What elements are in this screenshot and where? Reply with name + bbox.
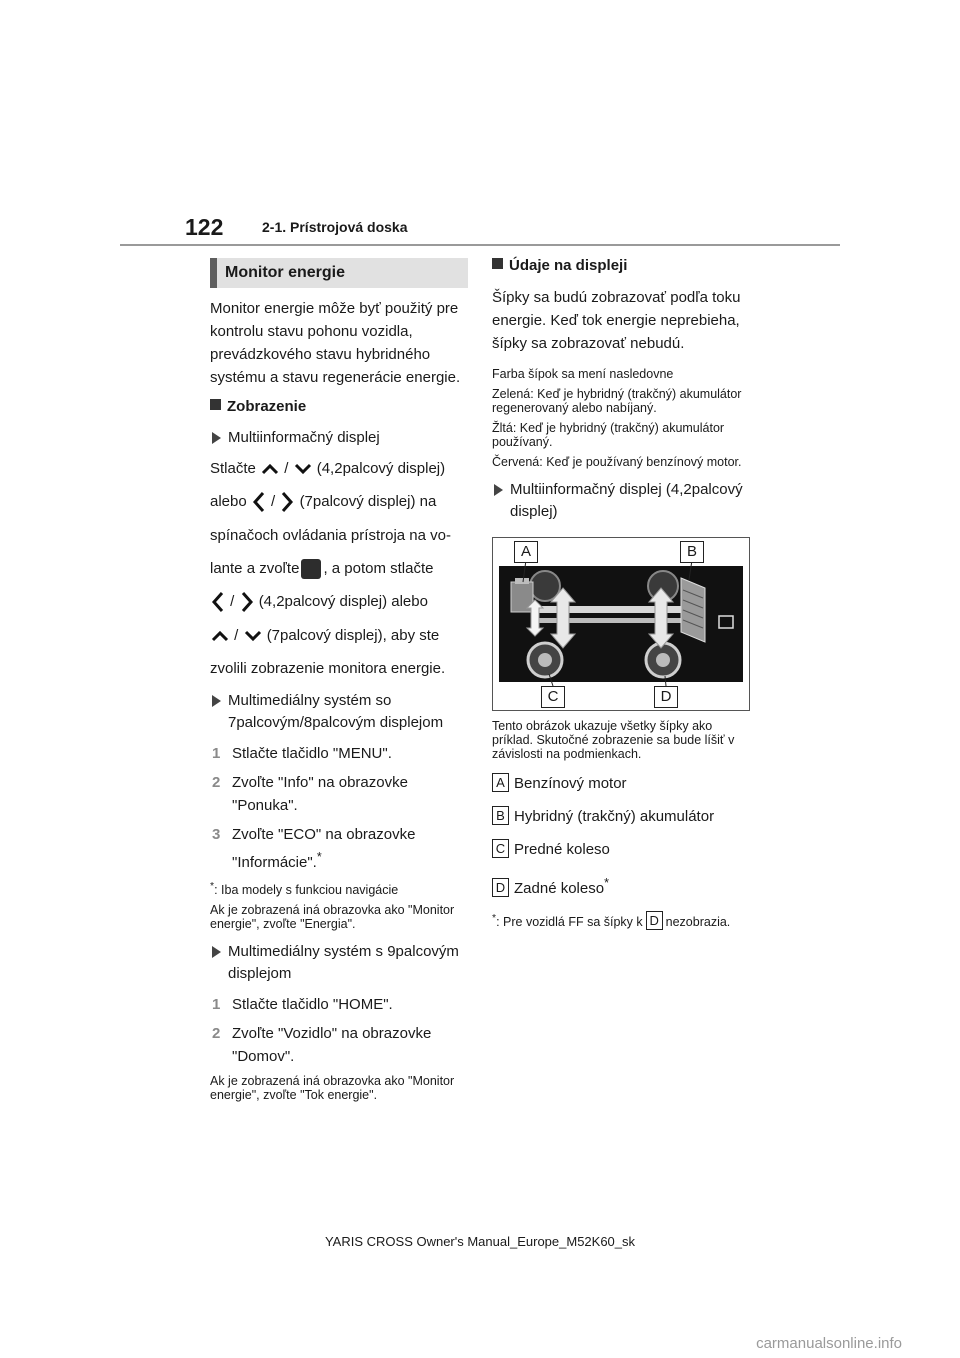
diagram-caption: Tento obrázok ukazuje všetky šípky ako príklad. Skutočné zobrazenie sa bude líšiť v závislosti na podmienkach. (492, 719, 735, 761)
page-number: 122 (185, 214, 224, 240)
eco-car-icon (301, 559, 321, 579)
instruction-line-2: alebo / (7palcový displej) na (210, 490, 468, 514)
step-item: 1 Stlačte tlačidlo "HOME". (212, 996, 393, 1014)
chevron-left-icon (251, 490, 267, 514)
color-yellow: Žltá: Keď je hybridný (trakčný) akumulátor používaný. (492, 421, 725, 449)
chevron-down-icon (293, 462, 313, 476)
step-item: 2 Zvoľte "Vozidlo" na obrazovke "Domov". (212, 1025, 432, 1066)
chevron-right-icon (239, 590, 255, 614)
instruction-line-3: spínačoch ovládania prístroja na vo- (210, 527, 451, 545)
chevron-down-icon (243, 629, 263, 643)
section-title: 2-1. Prístrojová doska (262, 219, 408, 235)
chevron-right-icon (279, 490, 295, 514)
color-red: Červená: Keď je používaný benzínový motor. (492, 455, 742, 469)
legend-item-c: C Predné koleso (492, 839, 754, 861)
arrows-paragraph: Šípky sa budú zobrazovať podľa toku energie. Keď tok energie neprebieha, šípky sa zobrazovať nebudú. (492, 289, 741, 352)
chevron-up-icon (260, 462, 280, 476)
note-energy-screen: Ak je zobrazená iná obrazovka ako "Monitor energie", zvoľte "Energia". (210, 903, 455, 932)
instruction-line-5: / (4,2palcový displej) alebo (210, 590, 468, 614)
legend-item-b: B Hybridný (trakčný) akumulátor (492, 806, 754, 828)
legend-item-d: D Zadné koleso* (492, 872, 754, 900)
footer-manual-id: YARIS CROSS Owner's Manual_Europe_M52K60_sk (324, 1234, 636, 1249)
bullet-multiinfo-42: Multiinformačný displej (4,2palcový displej) (492, 479, 754, 523)
colors-intro: Farba šípok sa mení nasledovne (492, 367, 674, 381)
chevron-left-icon (210, 590, 226, 614)
instruction-line-6: / (7palcový displej), aby ste (210, 624, 468, 647)
callout-d: D (654, 686, 678, 708)
left-column (210, 258, 468, 1108)
energy-monitor-illustration (493, 538, 749, 710)
color-green: Zelená: Keď je hybridný (trakčný) akumulátor regenerovaný alebo nabíjaný. (492, 387, 742, 415)
instruction-line-1: Stlačte / (4,2palcový displej) (210, 460, 446, 477)
triangle-bullet-icon (212, 695, 221, 707)
subheading-display-data: Údaje na displeji (492, 256, 754, 276)
instruction-line-7: zvolili zobrazenie monitora energie. (210, 660, 446, 678)
energy-monitor-diagram (492, 537, 750, 711)
triangle-bullet-icon (212, 946, 221, 958)
right-column (492, 256, 754, 936)
triangle-bullet-icon (494, 484, 503, 496)
battery-icon (681, 578, 705, 642)
square-bullet-icon (210, 399, 221, 410)
chevron-up-icon (210, 629, 230, 643)
square-bullet-icon (492, 258, 503, 269)
note-energy-flow: Ak je zobrazená iná obrazovka ako "Monitor energie", zvoľte "Tok energie". (210, 1074, 455, 1103)
footnote-ff-vehicles: *: Pre vozidlá FF sa šípky k D nezobrazia. (492, 912, 731, 929)
subheading-display: Zobrazenie (210, 397, 468, 417)
legend-item-a: A Benzínový motor (492, 773, 754, 795)
bullet-multimedia-9: Multimediálny systém s 9palcovým displejom (210, 941, 468, 985)
intro-paragraph: Monitor energie môže byť použitý pre kontrolu stavu pohonu vozidla, prevádzkového stavu hybridného systému a stavu regenerácie energie. (210, 300, 461, 386)
bullet-multiinfo: Multiinformačný displej (210, 427, 468, 449)
bullet-multimedia-7-8: Multimediálny systém so 7palcovým/8palcovým displejom (210, 690, 468, 734)
watermark: carmanualsonline.info (756, 1335, 902, 1352)
triangle-bullet-icon (212, 432, 221, 444)
header-rule (120, 244, 840, 246)
callout-c: C (541, 686, 565, 708)
step-item: 3 Zvoľte "ECO" na obrazovke "Informácie".* (212, 826, 416, 872)
step-item: 2 Zvoľte "Info" na obrazovke "Ponuka". (212, 774, 408, 815)
footnote-navigation: *: Iba modely s funkciou navigácie (210, 881, 399, 898)
callout-a: A (514, 541, 538, 563)
step-item: 1 Stlačte tlačidlo "MENU". (212, 745, 392, 763)
callout-b: B (680, 541, 704, 563)
section-heading: Monitor energie (210, 258, 468, 288)
instruction-line-4: lante a zvoľte , a potom stlačte (210, 557, 468, 580)
